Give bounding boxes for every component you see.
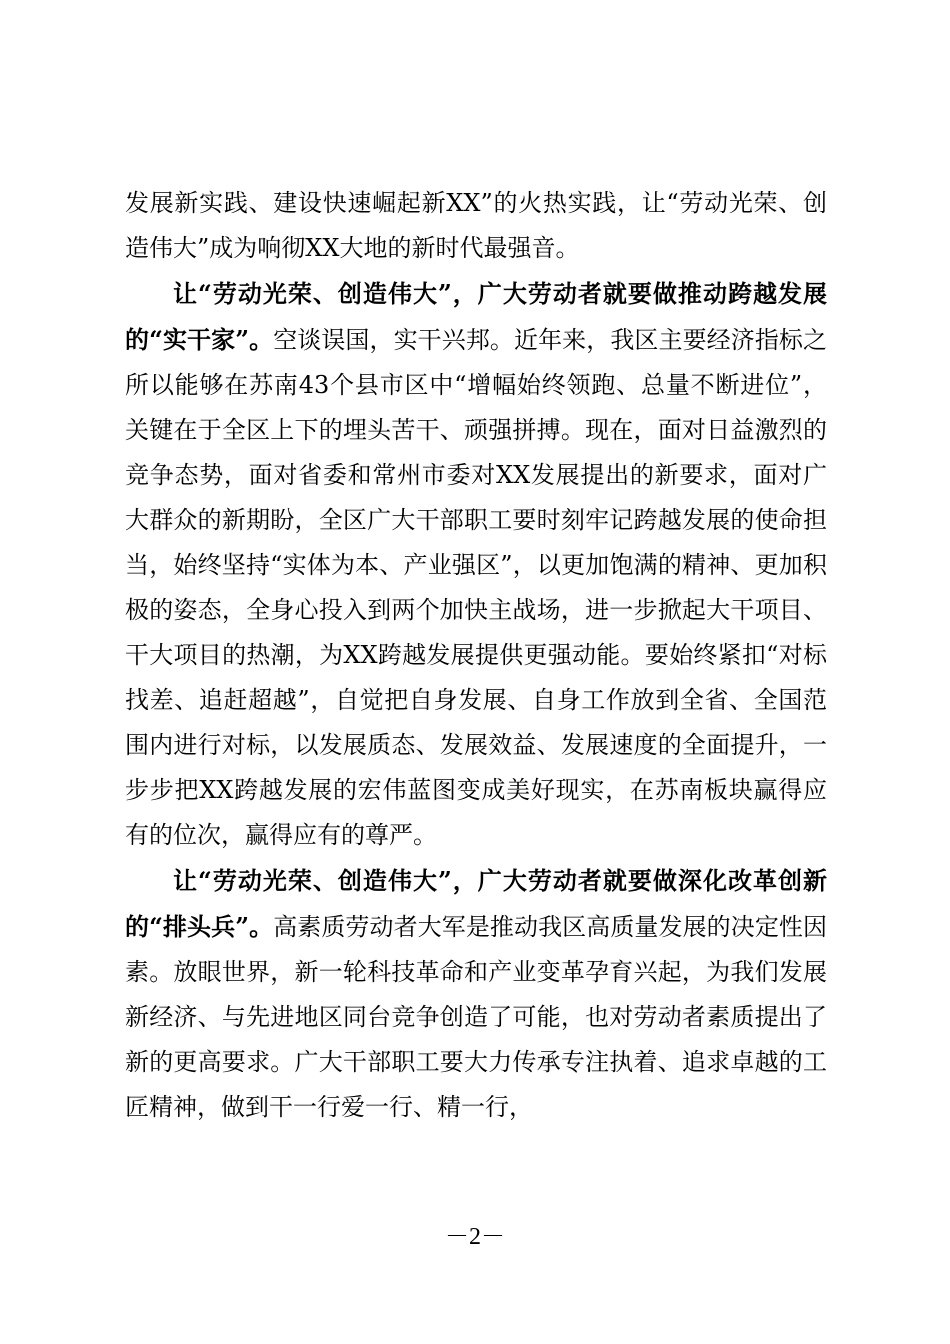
paragraph-lead: 让“劳动光荣、创造伟大”，广大劳动者就要做推动跨越发展的“实干家”。: [125, 279, 827, 354]
paragraph-lead: 让“劳动光荣、创造伟大”，广大劳动者就要做深化改革创新的“排头兵”。: [125, 866, 827, 941]
paragraph-text: 发展新实践、建设快速崛起新XX”的火热实践，让“劳动光荣、创造伟大”成为响彻XX大地的新时代最强音。: [125, 189, 827, 262]
paragraph-practical: [125, 271, 827, 858]
paragraph-text: 空谈误国，实干兴邦。近年来，我区主要经济指标之所以能够在苏南43个县市区中“增幅始终领跑、总量不断进位”，关键在于全区上下的埋头苦干、顽强拼搏。现在，面对日益激烈的竞争态势，面对省委和常州市委对XX发展提出的新要求，面对广大群众的新期盼，全区广大干部职工要时刻牢记跨越发展的使命担当，始终坚持“实体为本、产业强区”，以更加饱满的精神、更加积极的姿态，全身心投入到两个加快主战场，进一步掀起大干项目、干大项目的热潮，为XX跨越发展提供更强动能。要始终紧扣“对标找差、追赶超越”，自觉把自身发展、自身工作放到全省、全国范围内进行对标，以发展质态、发展效益、发展速度的全面提升，一步步把XX跨越发展的宏伟蓝图变成美好现实，在苏南板块赢得应有的位次，赢得应有的尊严。: [125, 326, 827, 849]
paragraph-text: 高素质劳动者大军是推动我区高质量发展的决定性因素。放眼世界，新一轮科技革命和产业变革孕育兴起，为我们发展新经济、与先进地区同台竞争创造了可能，也对劳动者素质提出了新的更高要求。广大干部职工要大力传承专注执着、追求卓越的工匠精神，做到干一行爱一行、精一行，: [125, 913, 827, 1121]
body-text: [125, 180, 827, 1130]
paragraph-continuation: [125, 180, 827, 271]
paragraph-reform: [125, 858, 827, 1130]
page-number: －2－: [445, 1224, 505, 1250]
